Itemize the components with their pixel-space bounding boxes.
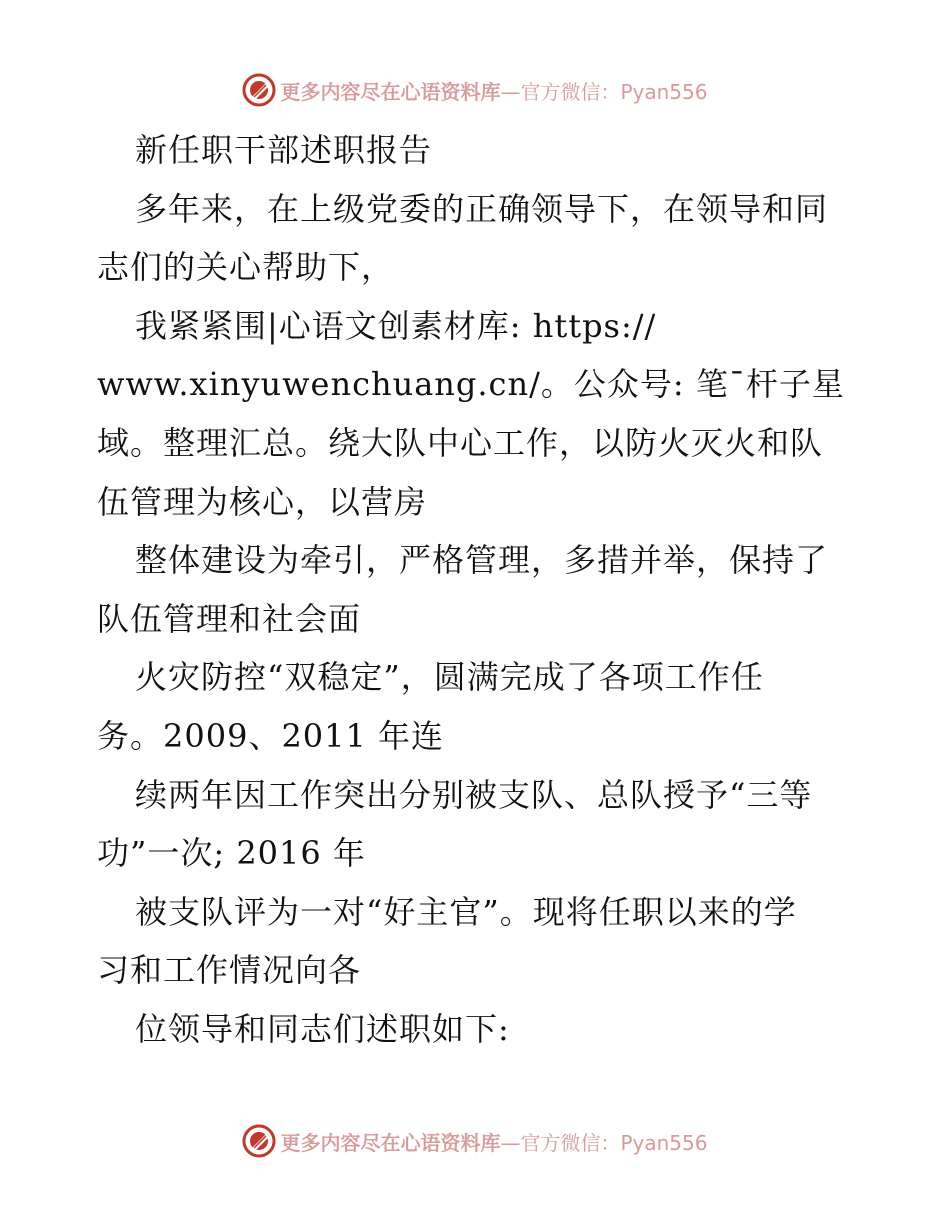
document-line: 续两年因工作突出分别被支队、总队授予“三等 xyxy=(135,775,813,814)
footer-banner-wechat: —官方微信：Pyan556 xyxy=(500,1130,708,1155)
document-line: www.xinyuwenchuang.cn/。公众号: 笔¯杆子星 xyxy=(97,365,845,404)
document-line: 习和工作情况向各 xyxy=(97,951,362,990)
header-banner-wechat: —官方微信：Pyan556 xyxy=(500,79,708,104)
document-line: 务。2009、2011 年连 xyxy=(97,716,445,755)
header-banner xyxy=(0,70,950,110)
pen-logo-icon xyxy=(242,73,276,107)
header-banner-text: 更多内容尽在心语资料库 xyxy=(280,79,501,104)
document-line: 我紧紧围|心语文创素材库: https:// xyxy=(135,306,657,345)
document-line: 伍管理为核心，以营房 xyxy=(97,482,428,521)
footer-banner xyxy=(0,1121,950,1161)
document-line: 多年来，在上级党委的正确领导下，在领导和同 xyxy=(135,189,829,228)
document-line: 整体建设为牵引，严格管理，多措并举，保持了 xyxy=(135,541,829,580)
document-line: 火灾防控“双稳定”，圆满完成了各项工作任 xyxy=(135,658,764,697)
document-line: 新任职干部述职报告 xyxy=(135,131,433,169)
footer-banner-text: 更多内容尽在心语资料库 xyxy=(280,1130,501,1155)
document-line: 域。整理汇总。绕大队中心工作，以防火灭火和队 xyxy=(97,423,824,462)
document-line: 位领导和同志们述职如下: xyxy=(135,1009,510,1048)
pen-logo-icon xyxy=(242,1124,276,1158)
document-line: 志们的关心帮助下， xyxy=(97,248,395,287)
document-line: 队伍管理和社会面 xyxy=(97,599,362,638)
document-line: 功”一次; 2016 年 xyxy=(97,834,366,873)
document-body xyxy=(97,121,857,1059)
document-line: 被支队评为一对“好主官”。现将任职以来的学 xyxy=(135,892,797,931)
